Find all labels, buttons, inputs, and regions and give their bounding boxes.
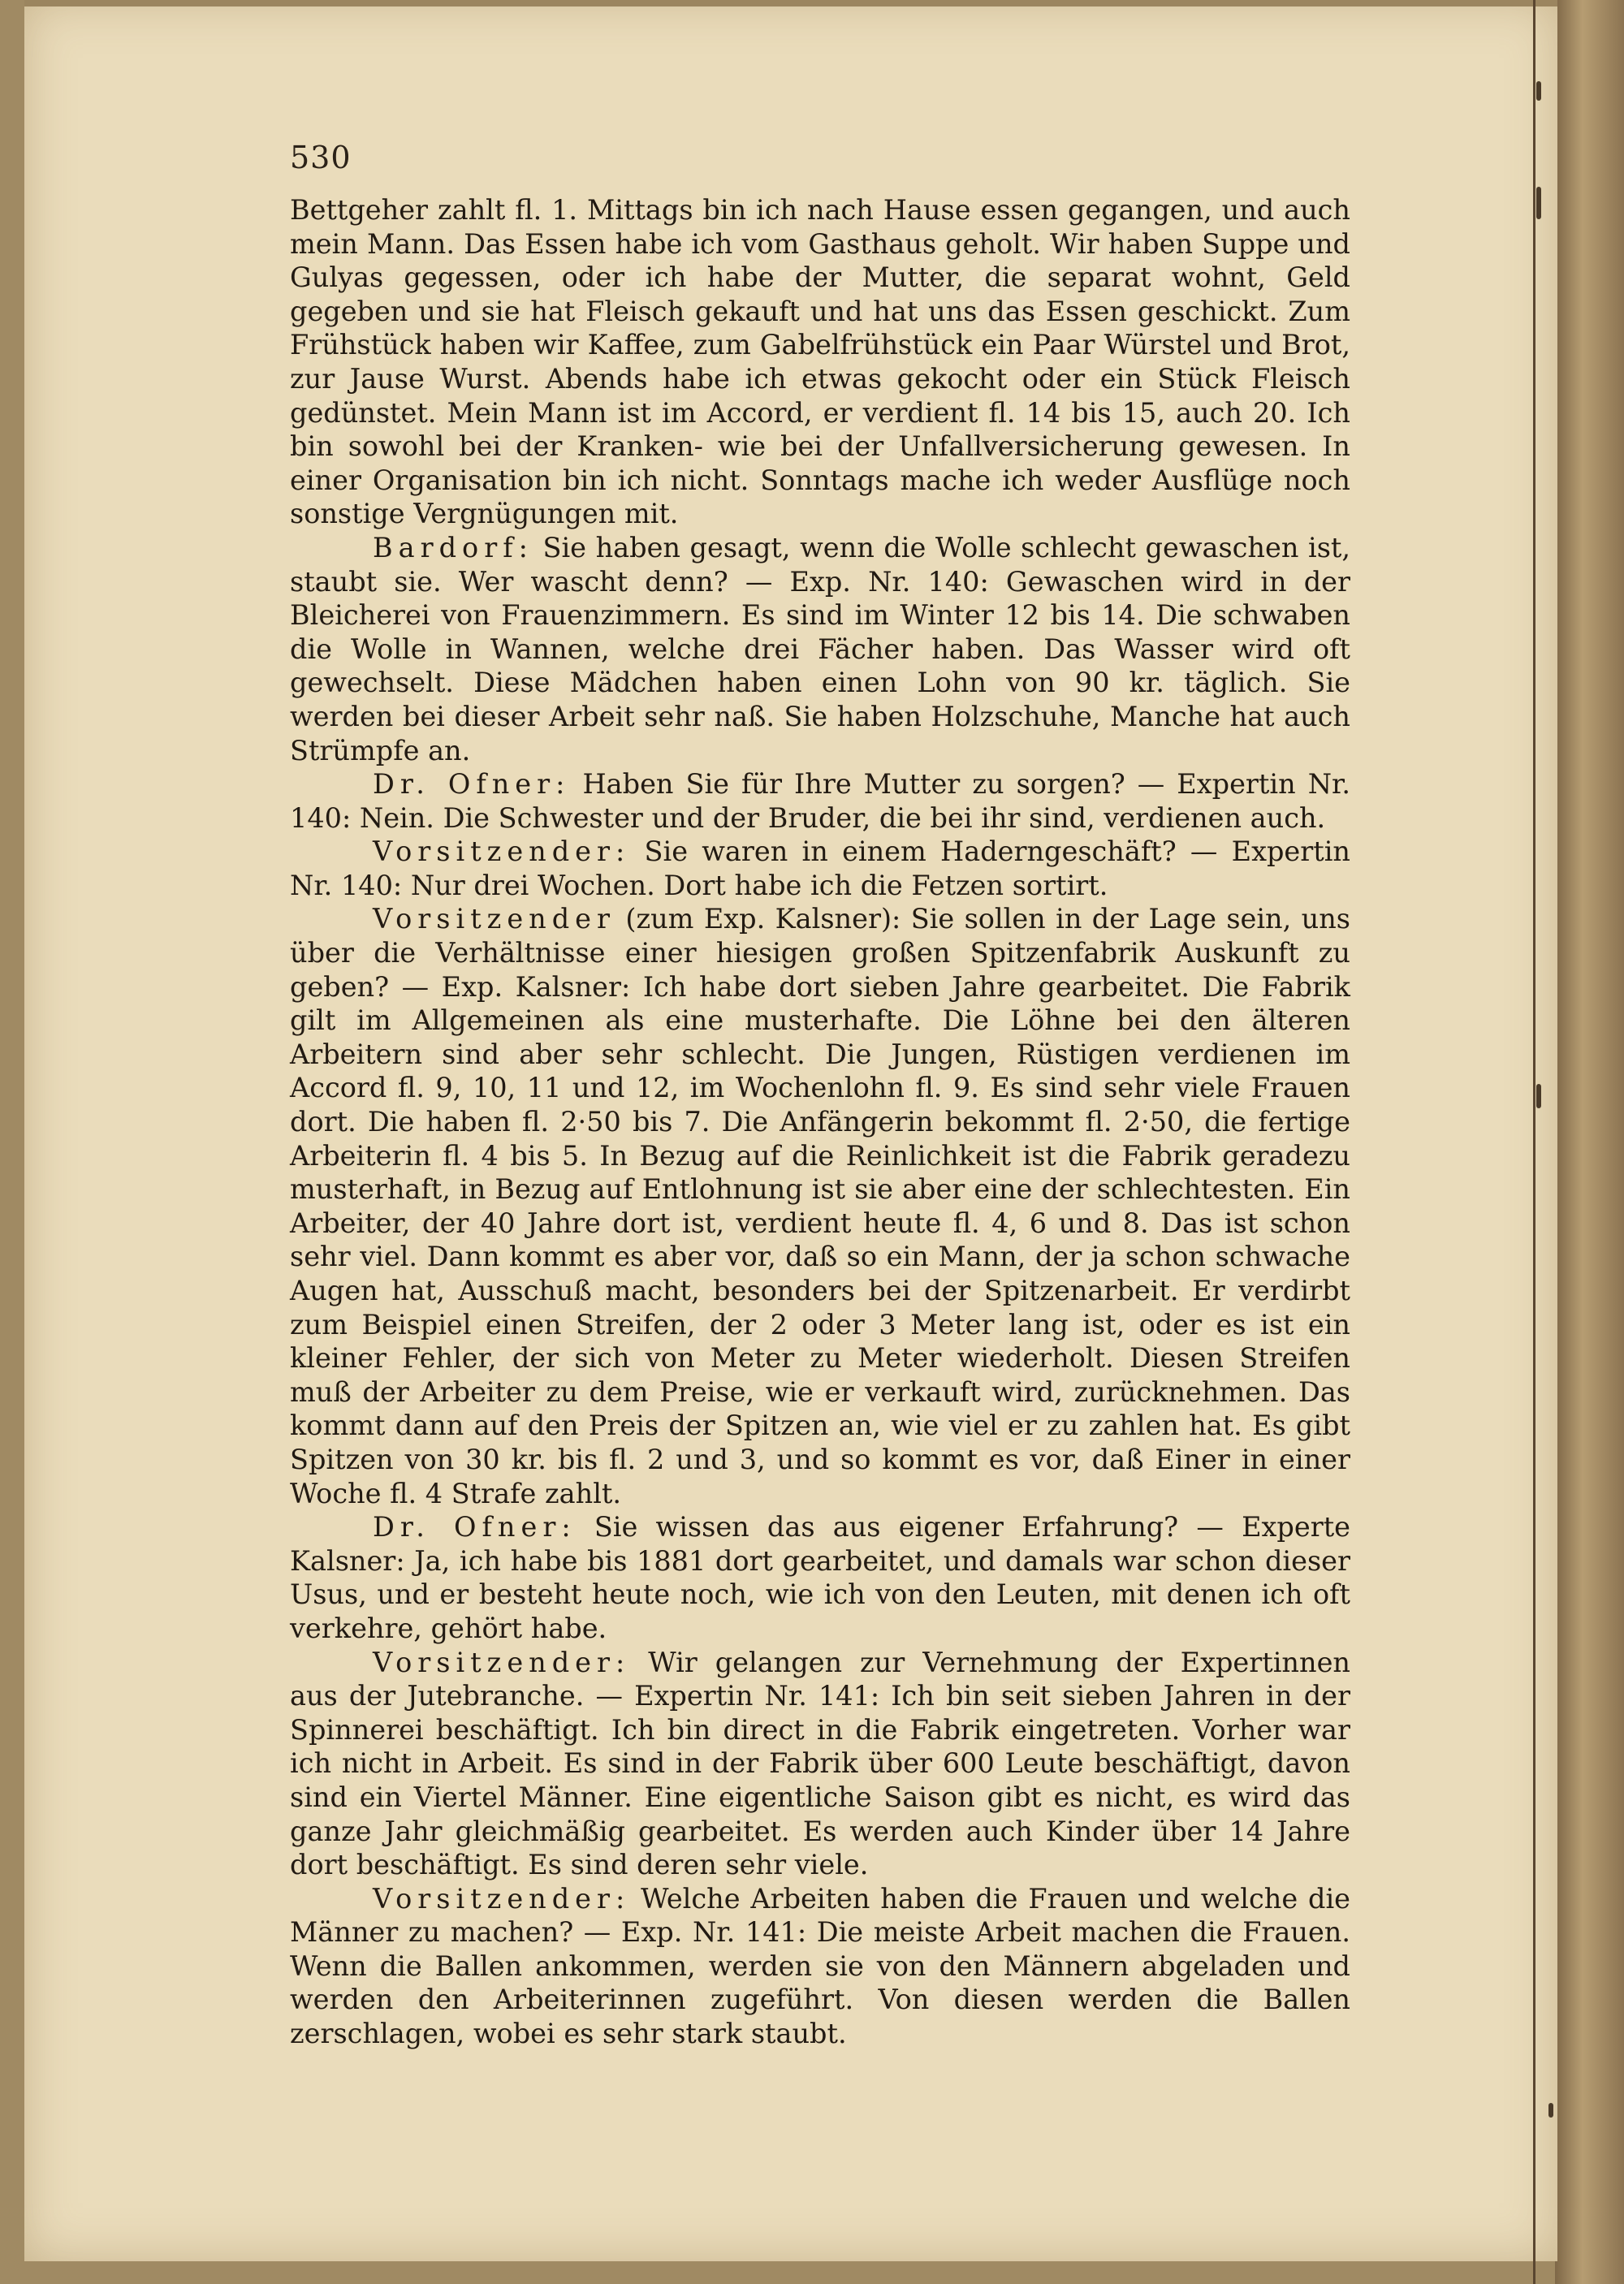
speaker-name: Vorsitzender: [373,1882,631,1915]
speaker-name: Vorsitzender [373,903,616,935]
paragraph-text: Bettgeher zahlt fl. 1. Mittags bin ich nach Hause essen gegangen, und auch mein Mann. Das Essen habe ich vom Gasthaus geholt. Wir haben Suppe und Gulyas gegessen, oder ich habe der Mutter, die separat wohnt, Geld gegeben und sie hat Fleisch gekauft und hat uns das Essen geschickt. Zum Frühstück haben wir Kaffee, zum Gabelfrühstück ein Paar Würstel und Brot, zur Jause Wurst. Abends habe ich etwas gekocht oder ein Stück Fleisch gedünstet. Mein Mann ist im Accord, er verdient fl. 14 bis 15, auch 20. Ich bin sowohl bei der Kranken- wie bei der Unfallversicherung gewesen. In einer Organisation bin ich nicht. Sonntags mache ich weder Ausflüge noch sonstige Vergnügungen mit. [290,194,1350,530]
paragraph [290,193,1350,531]
paragraph-text: Sie wissen das aus eigener Erfahrung? — Experte Kalsner: Ja, ich habe bis 1881 dort gearbeitet, und damals war schon dieser Usus, und er besteht heute noch, wie ich von den Leuten, mit denen ich oft verkehre, gehört habe. [290,1511,1350,1644]
speaker-name: Bardorf: [373,531,533,563]
paragraph [290,1882,1350,2051]
page-gutter-line [1533,0,1535,2284]
paragraph [290,1646,1350,1882]
page-top-edge [24,0,1557,6]
paragraph-text: Haben Sie für Ihre Mutter zu sorgen? — Expertin Nr. 140: Nein. Die Schwester und der Bruder, die bei ihr sind, verdienen auch. [290,768,1350,834]
speaker-name: Vorsitzender: [373,1646,631,1678]
margin-mark [1536,81,1541,101]
paragraph [290,531,1350,767]
paragraph-text: Sie haben gesagt, wenn die Wolle schlecht gewaschen ist, staubt sie. Wer wascht denn? — Exp. Nr. 140: Gewaschen wird in der Bleicherei von Frauenzimmern. Es sind im Winter 12 bis 14. Die schwaben die Wolle in Wannen, welche drei Fächer haben. Das Wasser wird oft gewechselt. Diese Mädchen haben einen Lohn von 90 kr. täglich. Sie werden bei dieser Arbeit sehr naß. Sie haben Holzschuhe, Manche hat auch Strümpfe an. [290,531,1350,766]
paragraph [290,902,1350,1510]
speaker-name: Dr. Ofner: [373,1511,577,1544]
paragraph-text: Sie waren in einem Haderngeschäft? — Expertin Nr. 140: Nur drei Wochen. Dort habe ich die Fetzen sortirt. [290,835,1350,901]
paragraph [290,1510,1350,1645]
paragraph-text: Welche Arbeiten haben die Frauen und welche die Männer zu machen? — Exp. Nr. 141: Die meiste Arbeit machen die Frauen. Wenn die Ballen ankommen, werden sie von den Männern abgeladen und werden den Arbeiterinnen zugeführt. Von diesen werden die Ballen zerschlagen, wobei es sehr stark staubt. [290,1882,1350,2050]
paragraph-text: Wir gelangen zur Vernehmung der Expertinnen aus der Jutebranche. — Expertin Nr. 141: Ich bin seit sieben Jahren in der Spinnerei beschäftigt. Ich bin direct in die Fabrik eingetreten. Vorher war ich nicht in Arbeit. Es sind in der Fabrik über 600 Leute beschäftigt, davon sind ein Viertel Männer. Eine eigentliche Saison gibt es nicht, es wird das ganze Jahr gleichmäßig gearbeitet. Es werden auch Kinder über 14 Jahre dort beschäftigt. Es sind deren sehr viele. [290,1646,1350,1881]
margin-mark [1536,187,1541,219]
page-number: 530 [290,140,352,175]
speaker-name: Dr. Ofner: [373,768,571,801]
margin-mark [1548,2103,1553,2118]
margin-mark [1536,1084,1541,1108]
speaker-name: Vorsitzender: [373,835,631,868]
paragraph [290,767,1350,835]
paragraph [290,835,1350,902]
book-binding [1555,0,1624,2284]
body-text [290,193,1350,2051]
paragraph-text: (zum Exp. Kalsner): Sie sollen in der Lage sein, uns über die Verhältnisse einer hiesigen großen Spitzenfabrik Auskunft zu geben? — Exp. Kalsner: Ich habe dort sieben Jahre gearbeitet. Die Fabrik gilt im Allgemeinen als eine musterhafte. Die Löhne bei den älteren Arbeitern sind aber sehr schlecht. Die Jungen, Rüstigen verdienen im Accord fl. 9, 10, 11 und 12, im Wochenlohn fl. 9. Es sind sehr viele Frauen dort. Die haben fl. 2·50 bis 7. Die Anfängerin bekommt fl. 2·50, die fertige Arbeiterin fl. 4 bis 5. In Bezug auf die Reinlichkeit ist die Fabrik geradezu musterhaft, in Bezug auf Entlohnung ist sie aber eine der schlechtesten. Ein Arbeiter, der 40 Jahre dort ist, verdient heute fl. 4, 6 und 8. Das ist schon sehr viel. Dann kommt es aber vor, daß so ein Mann, der ja schon schwache Augen hat, Ausschuß macht, besonders bei der Spitzenarbeit. Er verdirbt zum Beispiel einen Streifen, der 2 oder 3 Meter lang ist, oder es ist ein kleiner Fehler, der sich von Meter zu Meter wiederholt. Diesen Streifen muß der Arbeiter zu dem Preise, wie er verkauft wird, zurücknehmen. Das kommt dann auf den Preis der Spitzen an, wie viel er zu zahlen hat. Es gibt Spitzen von 30 kr. bis fl. 2 und 3, und so kommt es vor, daß Einer in einer Woche fl. 4 Strafe zahlt. [290,903,1350,1509]
